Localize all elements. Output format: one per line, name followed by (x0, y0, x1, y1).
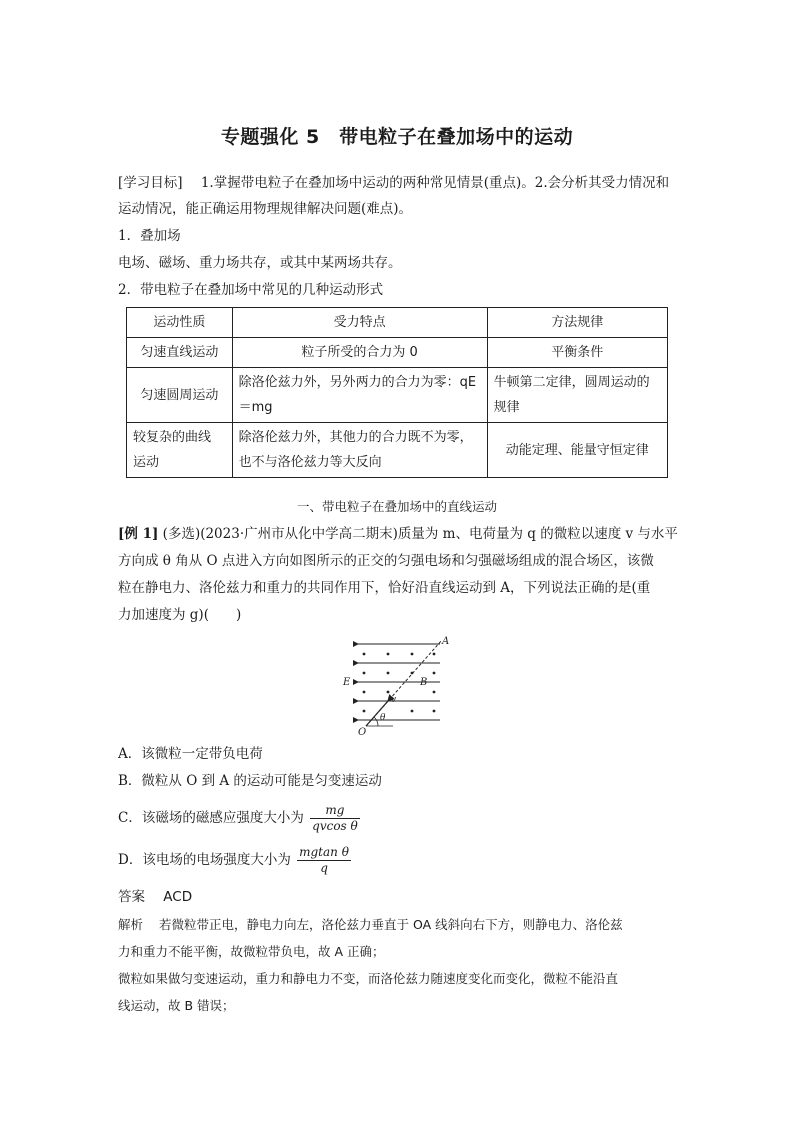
page-title: 专题强化 5 带电粒子在叠加场中的运动 (220, 126, 574, 148)
electric-field-lines (358, 644, 440, 720)
table-cell-line: 也不与洛伦兹力等大反向 (238, 455, 382, 470)
option-d (118, 844, 678, 876)
table-cell-line: 运动 (133, 455, 160, 470)
option-c-fraction (310, 803, 360, 834)
table-cell: 平衡条件 (487, 338, 667, 368)
table-cell: 粒子所受的合力为 0 (232, 338, 487, 368)
table-cell-line: 除洛伦兹力外，其他力的合力既不为零， (238, 430, 473, 445)
explanation-line-3: 微粒如果做匀变速运动，重力和静电力不变，而洛伦兹力随速度变化而变化，微粒不能沿直 (118, 971, 619, 986)
table-cell: 匀速直线运动 (127, 338, 233, 368)
answer-label: 答案 (118, 889, 145, 905)
option-d-fraction (297, 845, 351, 876)
table-row (127, 338, 668, 368)
motion-types-table (126, 307, 668, 478)
table-header-row (127, 308, 668, 338)
option-d-text: D．该电场的电场强度大小为 (118, 852, 291, 868)
table-row (127, 423, 668, 478)
table-cell-line: 牛顿第二定律，圆周运动的 (493, 375, 650, 390)
explanation-label: 解析 (118, 917, 144, 932)
objectives-line-2: 运动情况，能正确运用物理规律解决问题(难点)。 (118, 201, 413, 217)
table-header-cell: 受力特点 (232, 308, 487, 338)
label-b: B (420, 677, 428, 688)
objectives-label: [学习目标] (118, 175, 183, 191)
table-cell (127, 423, 233, 478)
fraction-numerator: mg (310, 803, 360, 819)
table-cell (232, 368, 487, 423)
label-e: E (343, 677, 351, 688)
field-diagram (338, 634, 458, 738)
option-b: B．微粒从 O 到 A 的运动可能是匀变速运动 (118, 773, 382, 789)
table-cell (487, 368, 667, 423)
example-line-4: 力加速度为 g)( ) (118, 607, 242, 623)
section1-heading: 1．叠加场 (118, 228, 181, 244)
example-line-3: 粒在静电力、洛伦兹力和重力的共同作用下，恰好沿直线运动到 A，下列说法正确的是(重 (118, 580, 651, 596)
table-cell-line: 较复杂的曲线 (133, 430, 212, 445)
table-cell (232, 423, 487, 478)
fraction-denominator: qvcos θ (312, 819, 358, 833)
example-label: [例 1] (118, 526, 159, 542)
fraction-denominator: q (320, 861, 328, 875)
option-a: A．该微粒一定带负电荷 (118, 746, 263, 762)
objectives-text-1: 1.掌握带电粒子在叠加场中运动的两种常见情景(重点)。2.会分析其受力情况和 (200, 175, 670, 191)
table-cell-line: 规律 (493, 400, 520, 415)
table-header-cell: 运动性质 (127, 308, 233, 338)
option-c (118, 802, 678, 834)
answer-line (118, 884, 678, 910)
table-cell-line: ＝mg (238, 400, 273, 415)
explanation-line-1 (118, 911, 678, 938)
objectives-line-1 (118, 170, 678, 196)
explanation-line-4: 线运动，故 B 错误； (118, 998, 235, 1013)
label-v: v (391, 695, 397, 705)
table-row (127, 368, 668, 423)
label-o: O (358, 727, 367, 738)
table-cell: 动能定理、能量守恒定律 (487, 423, 667, 478)
table-cell-line: 除洛伦兹力外，另外两力的合力为零：qE (238, 375, 477, 390)
section1-text: 电场、磁场、重力场共存，或其中某两场共存。 (118, 255, 402, 271)
table-cell: 匀速圆周运动 (127, 368, 233, 423)
part-heading: 一、带电粒子在叠加场中的直线运动 (296, 499, 497, 514)
label-theta: θ (380, 713, 386, 723)
explanation-text-1: 若微粒带正电，静电力向左，洛伦兹力垂直于 OA 线斜向右下方，则静电力、洛伦兹 (159, 917, 623, 932)
section2-heading: 2．带电粒子在叠加场中常见的几种运动形式 (118, 282, 384, 298)
fraction-numerator: mgtan θ (299, 845, 349, 859)
answer-value: ACD (163, 889, 193, 905)
example-line-2: 方向成 θ 角从 O 点进入方向如图所示的正交的匀强电场和匀强磁场组成的混合场区，该微 (118, 553, 654, 569)
table-header-cell: 方法规律 (487, 308, 667, 338)
option-c-text: C．该磁场的磁感应强度大小为 (118, 810, 304, 826)
example-text-1: (多选)(2023·广州市从化中学高二期末)质量为 m、电荷量为 q 的微粒以速度 v 与水平 (162, 526, 678, 542)
angle-arc (374, 717, 378, 726)
example-line-1 (118, 521, 678, 547)
label-a: A (442, 636, 450, 647)
explanation-line-2: 力和重力不能平衡，故微粒带负电，故 A 正确； (118, 944, 385, 959)
